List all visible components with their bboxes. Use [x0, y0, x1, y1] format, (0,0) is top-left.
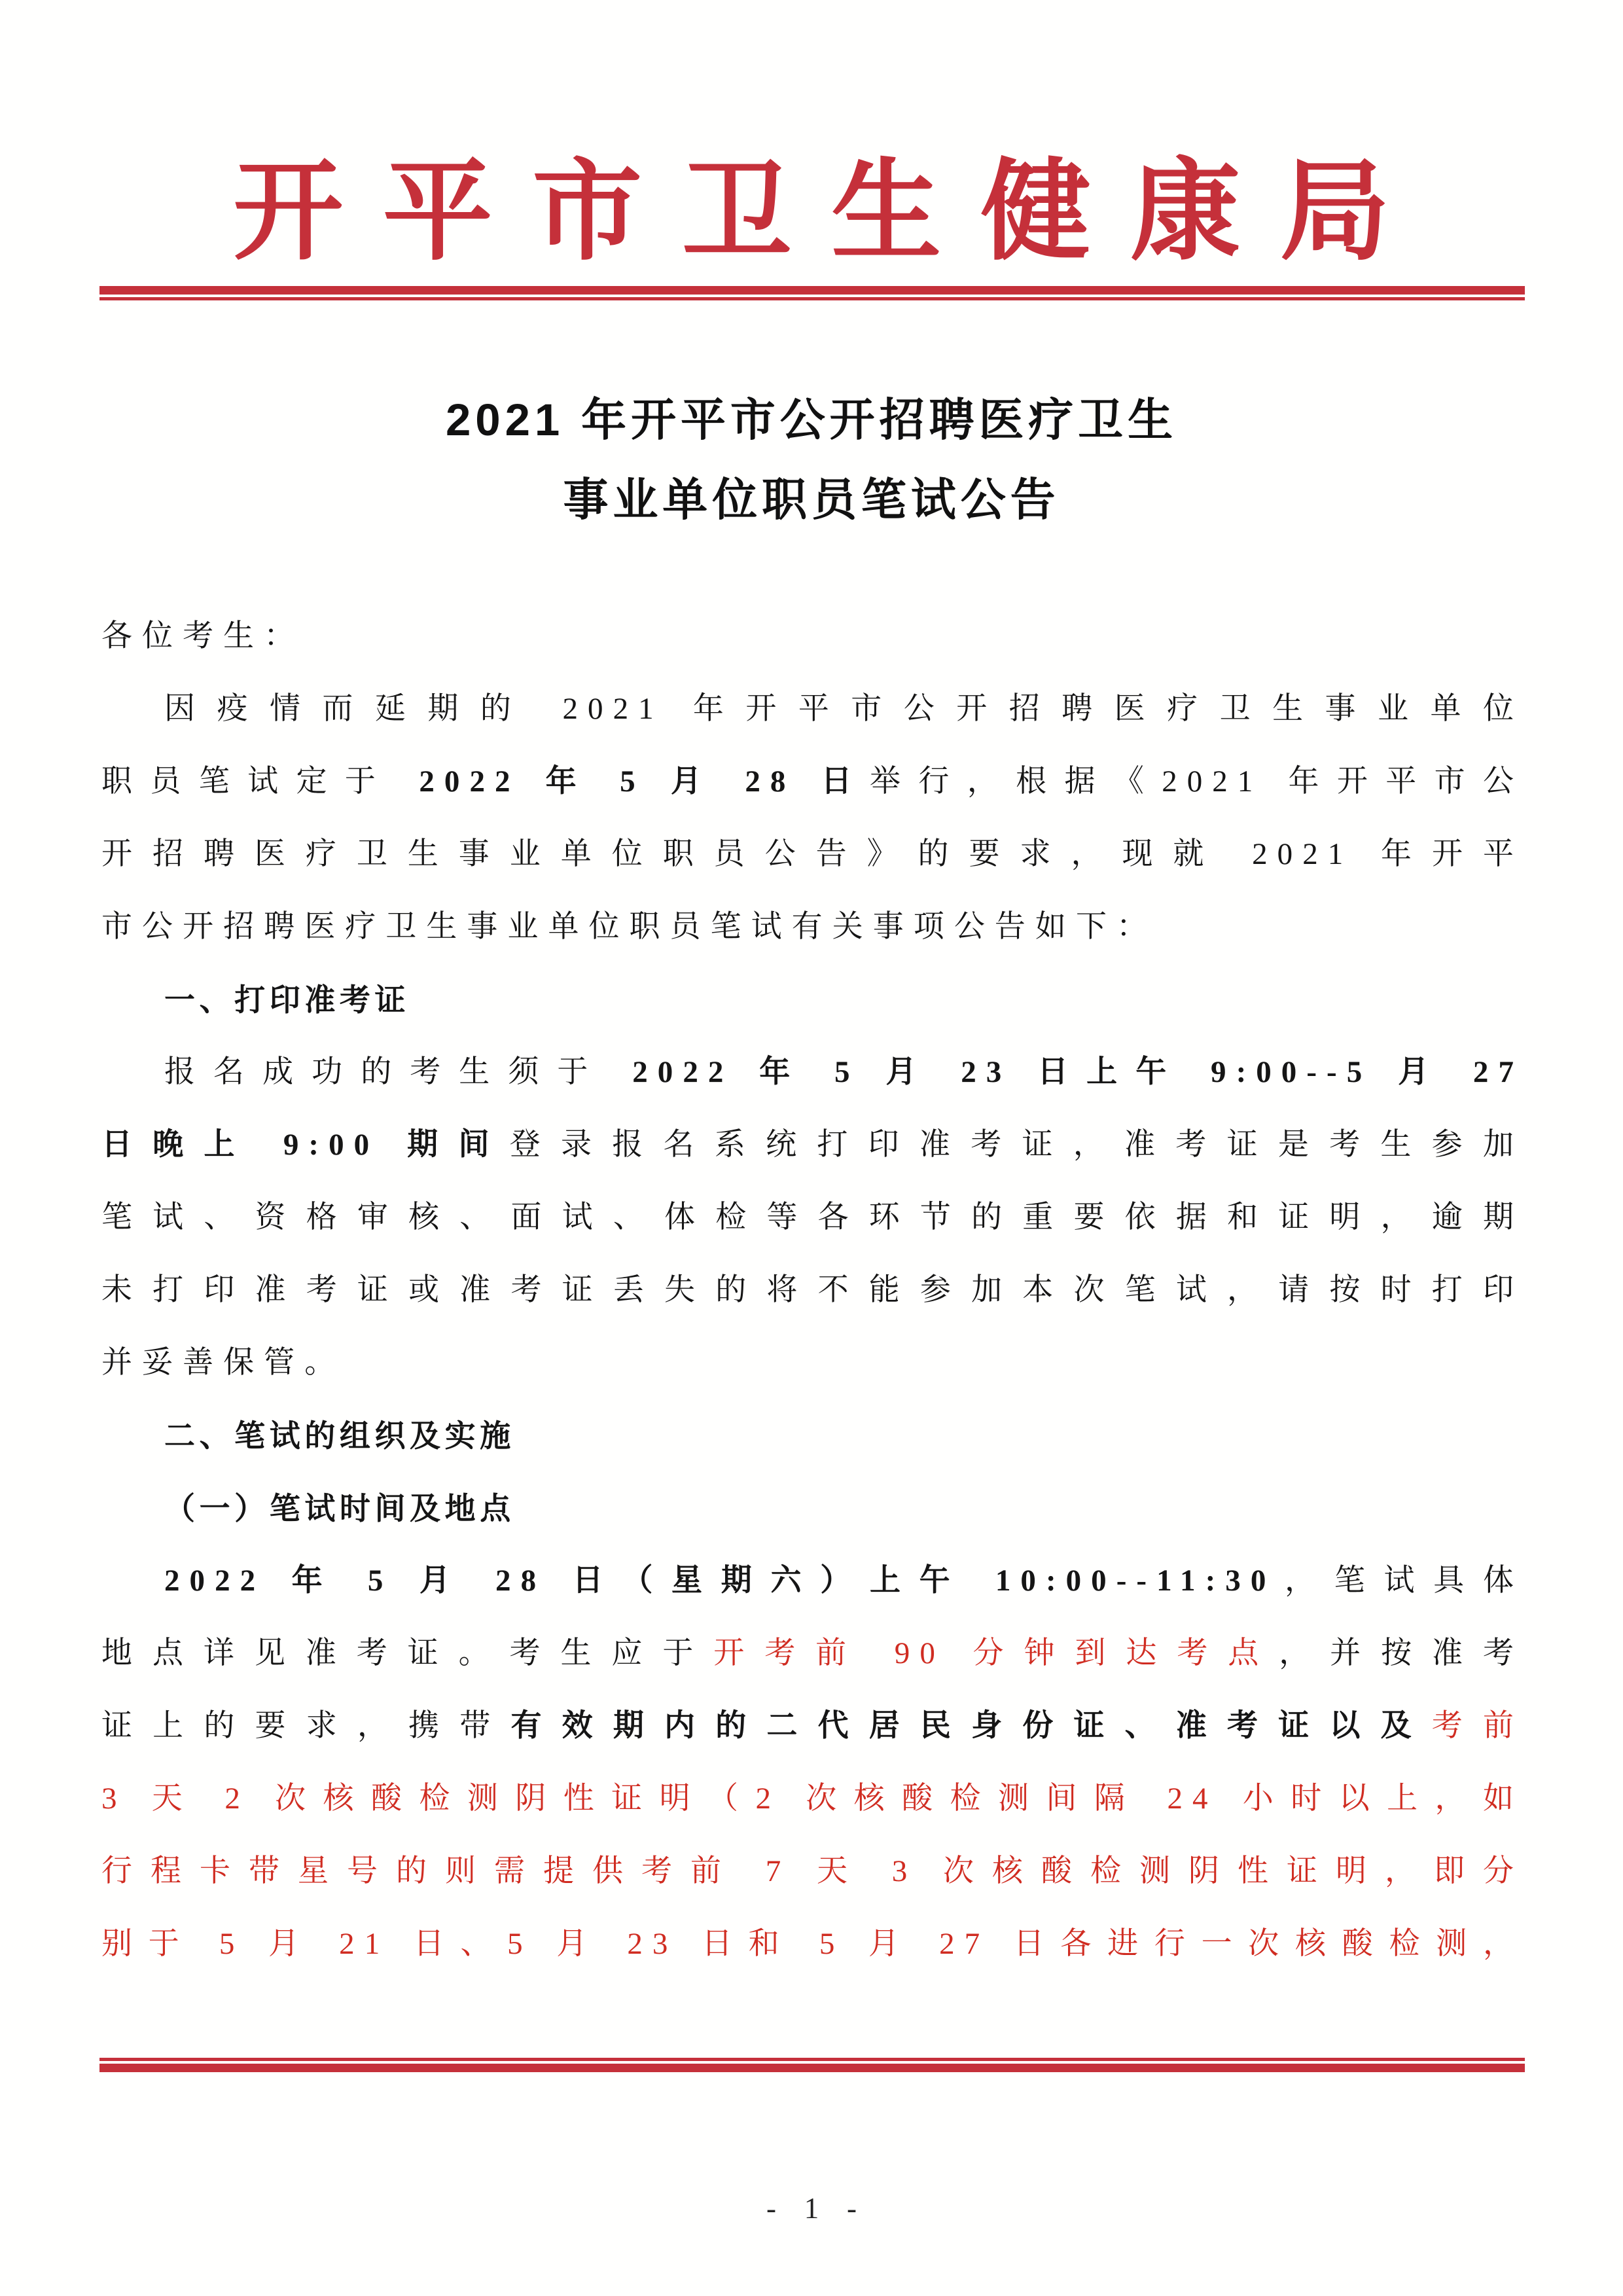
text-run: 3 天 2 次核酸检测阴性证明（2 次核酸检测间隔 24 小时以上，如	[101, 1782, 1524, 1816]
text-run: 2022 年 5 月 28 日（星期六）上午 10:00--11:30	[164, 1564, 1276, 1598]
letterhead-agency-name: 开平市卫生健康局	[233, 152, 1430, 274]
text-run: 考前	[1431, 1709, 1524, 1743]
body-line	[101, 1181, 1524, 1254]
letterhead-rule	[99, 286, 1525, 300]
text-run: 一、打印准考证	[164, 982, 410, 1017]
letterhead-rule-thick	[99, 286, 1525, 295]
body-line	[101, 963, 1524, 1036]
letterhead-rule-thin	[99, 297, 1525, 300]
text-run: 市公开招聘医疗卫生事业单位职员笔试有关事项公告如下：	[101, 910, 1158, 944]
text-run: 因疫情而延期的 2021 年开平市公开招聘医疗卫生事业单位	[164, 692, 1524, 726]
footer-rule-thick	[99, 2064, 1525, 2072]
body-line	[101, 1036, 1524, 1109]
footer-rule-thin	[99, 2058, 1525, 2061]
text-run: 二、笔试的组织及实施	[164, 1418, 515, 1453]
text-run: 报名成功的考生须于	[164, 1055, 633, 1089]
body-line	[101, 1835, 1524, 1908]
text-run: （一）笔试时间及地点	[164, 1491, 515, 1526]
body-line	[101, 818, 1524, 891]
document-title-line2: 事业单位职员笔试公告	[563, 475, 1060, 525]
body-line	[101, 1763, 1524, 1835]
text-run: 2022 年 5 月 23 日上午 9:00--5 月 27	[632, 1055, 1524, 1089]
text-run: 职员笔试定于	[101, 764, 419, 798]
body-line	[101, 1254, 1524, 1327]
text-run: 有效期内的二代居民身份证、准考证以及	[510, 1709, 1432, 1743]
text-run: 开考前 90 分钟到达考点	[713, 1636, 1279, 1670]
document-title-line1: 2021 年开平市公开招聘医疗卫生	[446, 395, 1177, 445]
text-run: ，笔试具体	[1275, 1564, 1524, 1598]
body-line	[101, 1690, 1524, 1763]
body-line	[101, 1908, 1524, 1981]
text-run: 登录报名系统打印准考证，准考证是考生参加	[509, 1128, 1524, 1162]
body-lines	[101, 673, 1524, 1981]
salutation: 各位考生：	[101, 619, 305, 653]
text-run: 别于 5 月 21 日、5 月 23 日和 5 月 27 日各进行一次核酸检测，	[101, 1927, 1524, 1961]
text-run: 未打印准考证或准考证丢失的将不能参加本次笔试，请按时打印	[101, 1273, 1524, 1307]
text-run: 行程卡带星号的则需提供考前 7 天 3 次核酸检测阴性证明，即分	[101, 1854, 1524, 1888]
body-line	[101, 673, 1524, 745]
text-run: 笔试、资格审核、面试、体检等各环节的重要依据和证明，逾期	[101, 1200, 1524, 1234]
body-line	[101, 1109, 1524, 1181]
body-line	[101, 1545, 1524, 1617]
text-run: ，并按准考	[1279, 1636, 1524, 1670]
body-line	[101, 891, 1524, 963]
body-line	[101, 1472, 1524, 1545]
document-body	[101, 600, 1524, 1981]
text-run: 并妥善保管。	[101, 1346, 346, 1380]
text-run: 开招聘医疗卫生事业单位职员公告》的要求，现就 2021 年开平	[101, 837, 1524, 871]
page-number: - 1 -	[766, 2192, 867, 2225]
text-run: 日晚上 9:00 期间	[101, 1128, 510, 1162]
body-line	[101, 745, 1524, 818]
body-line	[101, 1617, 1524, 1690]
text-run: 地点详见准考证。考生应于	[101, 1636, 714, 1670]
text-run: 2022 年 5 月 28 日	[419, 764, 870, 798]
body-line	[101, 1327, 1524, 1399]
text-run: 举行，根据《2021 年开平市公	[869, 764, 1524, 798]
document-title	[0, 380, 1623, 540]
body-line	[101, 1399, 1524, 1472]
text-run: 证上的要求，携带	[101, 1709, 511, 1743]
footer-rule	[99, 2058, 1525, 2072]
